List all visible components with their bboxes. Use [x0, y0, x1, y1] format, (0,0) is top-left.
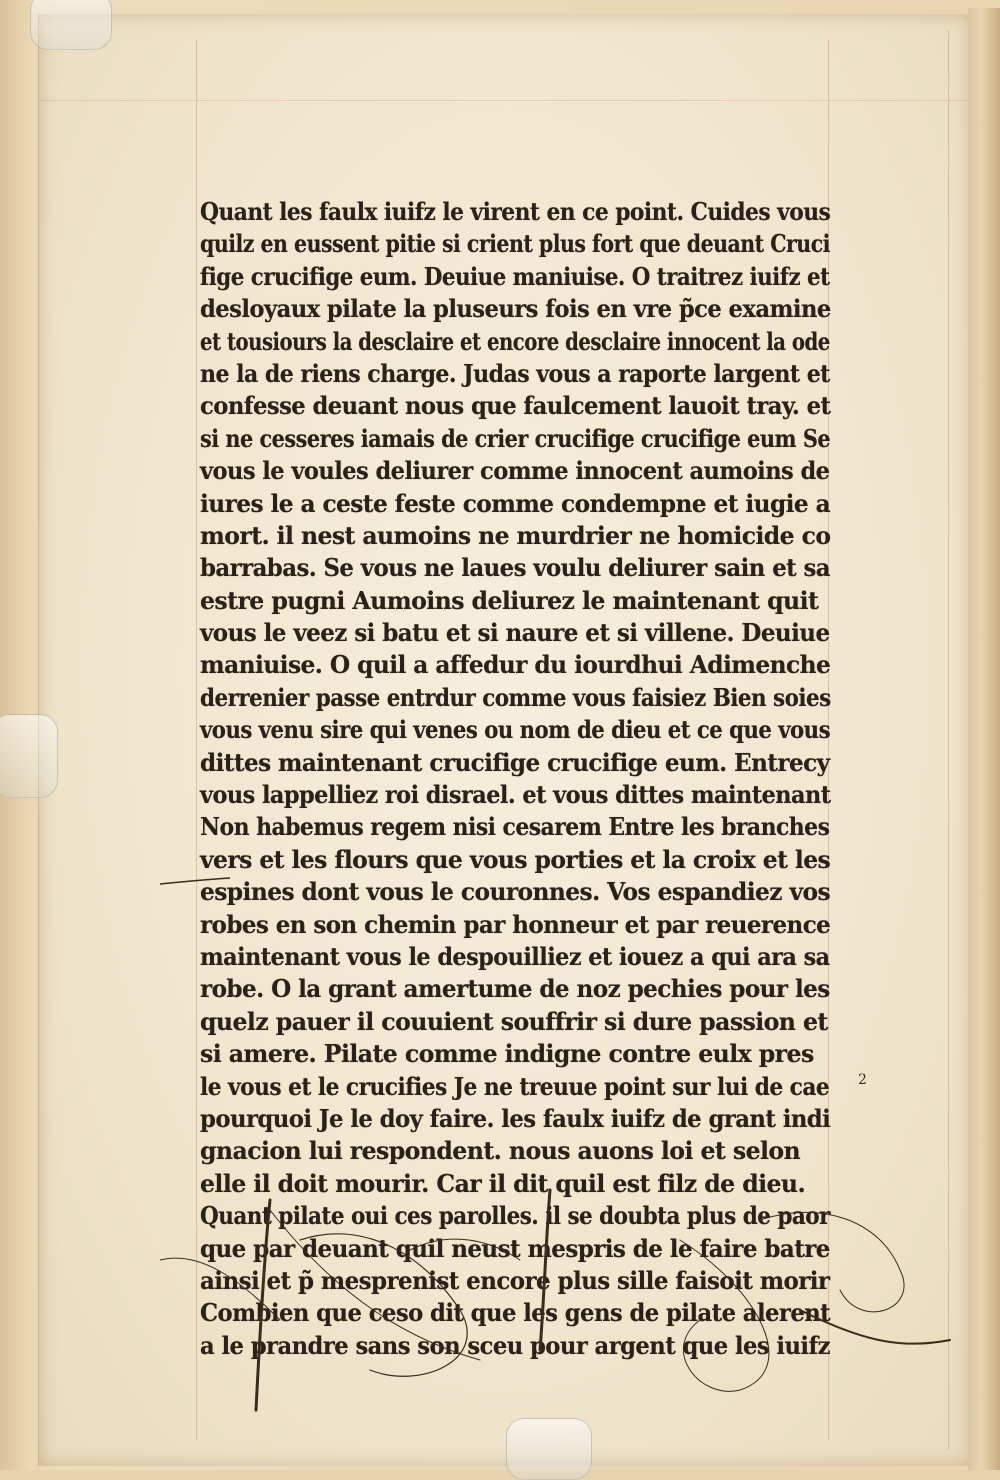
manuscript-line: iures le a ceste feste comme condempne et iugie a	[200, 488, 831, 518]
manuscript-line: desloyaux pilate la pluseurs fois en vre p̃ce examine	[200, 294, 831, 324]
manuscript-line: vous le voules deliurer comme innocent aumoins de	[200, 456, 830, 486]
manuscript-line: espines dont vous le couronnes. Vos espandiez vos	[200, 877, 831, 907]
manuscript-line: ne la de riens charge. Judas vous a raporte largent et	[200, 358, 830, 388]
manuscript-line: et tousiours la desclaire et encore desclaire innocent la ode	[200, 326, 830, 356]
manuscript-line: si ne cesseres iamais de crier crucifige crucifige eum Se	[200, 423, 831, 453]
manuscript-line: fige crucifige eum. Deuiue maniuise. O traitrez iuifz et	[200, 261, 830, 291]
manuscript-line: quilz en eussent pitie si crient plus fort que deuant Cruci	[200, 229, 830, 259]
manuscript-line: Quant les faulx iuifz le virent en ce point. Cuides vous	[200, 197, 831, 226]
page-clip-left	[0, 714, 58, 798]
manuscript-line: maniuise. O quil a affedur du iourdhui Adimenche	[200, 650, 831, 680]
manuscript-line: que par deuant quil neust mespris de le faire batre	[200, 1233, 830, 1263]
manuscript-line: vous le veez si batu et si naure et si villene. Deuiue	[200, 618, 830, 648]
folio-mark: 2	[858, 1072, 867, 1088]
manuscript-line: robes en son chemin par honneur et par reuerence	[200, 909, 831, 939]
page-clip-top	[30, 0, 112, 50]
manuscript-line: si amere. Pilate comme indigne contre eulx pres	[200, 1039, 814, 1069]
manuscript-line: vous lappelliez roi disrael. et vous dittes maintenant	[200, 780, 831, 810]
manuscript-line: elle il doit mourir. Car il dit quil est filz de dieu.	[200, 1168, 806, 1198]
manuscript-line: maintenant vous le despouilliez et iouez a qui ara sa	[200, 941, 830, 971]
manuscript-line: robe. O la grant amertume de noz pechies pour les	[200, 974, 830, 1004]
manuscript-line: derrenier passe entrdur comme vous faisiez Bien soies	[200, 682, 831, 712]
manuscript-line: mort. il nest aumoins ne murdrier ne homicide co	[200, 520, 831, 550]
manuscript-line: vous venu sire qui venes ou nom de dieu et ce que vous	[200, 715, 830, 745]
manuscript-line: vers et les flours que vous porties et la croix et les	[200, 844, 831, 874]
manuscript-line: Combien que ceso dit que les gens de pilate alerent	[200, 1298, 831, 1328]
manuscript-line: barrabas. Se vous ne laues voulu deliurer sain et sa	[200, 553, 831, 583]
manuscript-line: gnacion lui respondent. nous auons loi et selon	[200, 1136, 801, 1166]
margin-pen-stroke	[160, 860, 240, 900]
manuscript-line: confesse deuant nous que faulcement lauoit tray. et	[200, 391, 831, 421]
manuscript-line: quelz pauer il couuient souffrir si dure passion et	[200, 1006, 828, 1036]
manuscript-line: estre pugni Aumoins deliurez le maintenant quit	[200, 585, 819, 615]
manuscript-line: Quant pilate oui ces parolles. il se doubta plus de paor	[200, 1201, 830, 1231]
manuscript-line: Non habemus regem nisi cesarem Entre les branches	[200, 812, 830, 842]
manuscript-line: dittes maintenant crucifige crucifige eum. Entrecy	[200, 747, 830, 777]
manuscript-line: pourquoi Je le doy faire. les faulx iuifz de grant indi	[200, 1103, 831, 1133]
binding-gutter	[968, 8, 1000, 1470]
manuscript-line: a le prandre sans son sceu pour argent que les iuifz	[200, 1330, 830, 1360]
ruling-line-top	[40, 100, 968, 101]
manuscript-line: le vous et le crucifies Je ne treuue point sur lui de cae	[200, 1071, 830, 1101]
manuscript-line: ainsi et p̃ mesprenist encore plus sille faisoit morir	[200, 1265, 830, 1295]
pen-flourish-drawing	[160, 1180, 960, 1440]
